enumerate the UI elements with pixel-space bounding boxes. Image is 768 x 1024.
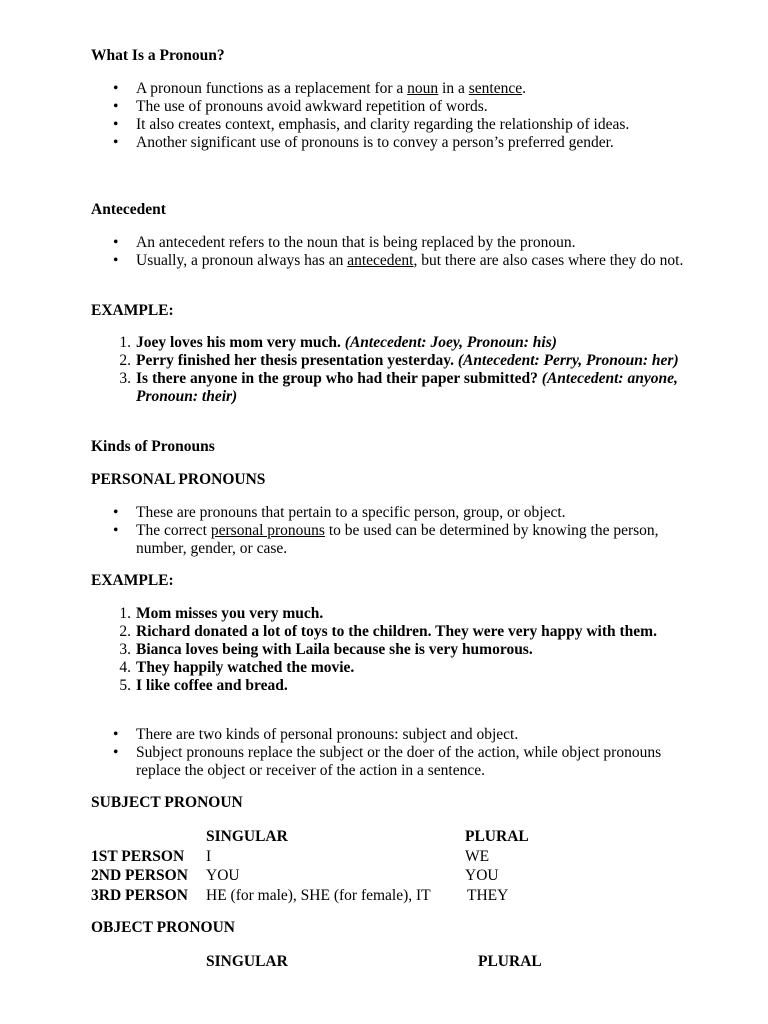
subject-pronoun-table xyxy=(91,828,691,906)
list-item: • An antecedent refers to the noun that is being replaced by the pronoun. xyxy=(91,234,691,252)
column-header-plural: PLURAL xyxy=(465,828,529,845)
example-heading: EXAMPLE: xyxy=(91,572,174,589)
object-pronoun-table xyxy=(91,953,691,973)
noun-link[interactable]: noun xyxy=(407,80,439,97)
list-item: • A pronoun functions as a replacement for a noun in a sentence. xyxy=(91,80,691,98)
list-item: 2. Perry finished her thesis presentation yesterday. (Antecedent: Perry, Pronoun: her) xyxy=(119,352,679,369)
section-heading-what-is-pronoun: What Is a Pronoun? xyxy=(91,47,225,64)
table-row: 3RD PERSON HE (for male), SHE (for female), IT THEY xyxy=(91,886,509,904)
section-heading-kinds: Kinds of Pronouns xyxy=(91,438,215,455)
list-item: • Usually, a pronoun always has an antecedent, but there are also cases where they do not. xyxy=(91,252,691,270)
example-heading: EXAMPLE: xyxy=(91,302,174,319)
column-header-plural: PLURAL xyxy=(478,953,542,970)
list-item: 3. Is there anyone in the group who had their paper submitted? (Antecedent: anyone, Pronoun: their) xyxy=(119,370,678,405)
personal-example-list xyxy=(91,605,691,695)
list-item: • These are pronouns that pertain to a specific person, group, or object. xyxy=(91,504,691,522)
antecedent-example-list xyxy=(91,334,691,406)
section-heading-object-pronoun: OBJECT PRONOUN xyxy=(91,919,235,936)
table-header-row xyxy=(91,953,691,973)
list-item: 2. Richard donated a lot of toys to the children. They were very happy with them. xyxy=(119,623,657,640)
list-item: • The correct personal pronouns to be used can be determined by knowing the person, number, gender, or case. xyxy=(91,522,691,558)
list-item: • Subject pronouns replace the subject or the doer of the action, while object pronouns replace the object or receiver of the action in a sentence. xyxy=(91,744,691,780)
table-row: 1ST PERSON I WE xyxy=(91,847,490,865)
section-heading-antecedent: Antecedent xyxy=(91,201,166,218)
antecedent-list xyxy=(91,234,691,270)
list-item: 1. Joey loves his mom very much. (Antecedent: Joey, Pronoun: his) xyxy=(119,334,557,351)
antecedent-link[interactable]: antecedent xyxy=(347,252,414,269)
list-item: • It also creates context, emphasis, and clarity regarding the relationship of ideas. xyxy=(91,116,691,134)
list-item: • There are two kinds of personal pronouns: subject and object. xyxy=(91,726,691,744)
personal-pronoun-list xyxy=(91,504,691,558)
list-item: 4. They happily watched the movie. xyxy=(119,659,355,676)
list-item: 5. I like coffee and bread. xyxy=(119,677,288,694)
section-heading-subject-pronoun: SUBJECT PRONOUN xyxy=(91,794,243,811)
table-header-row xyxy=(91,828,691,848)
list-item: • The use of pronouns avoid awkward repetition of words. xyxy=(91,98,691,116)
list-item: • Another significant use of pronouns is to convey a person’s preferred gender. xyxy=(91,134,691,152)
list-item: 3. Bianca loves being with Laila because she is very humorous. xyxy=(119,641,533,658)
pronoun-definition-list xyxy=(91,80,691,152)
section-heading-personal: PERSONAL PRONOUNS xyxy=(91,471,266,488)
personal-pronouns-link[interactable]: personal pronouns xyxy=(210,522,325,539)
sentence-link[interactable]: sentence xyxy=(468,80,523,97)
column-header-singular: SINGULAR xyxy=(206,828,288,845)
table-row: 2ND PERSON YOU YOU xyxy=(91,867,499,884)
list-item: 1. Mom misses you very much. xyxy=(119,605,324,622)
kinds-of-personal-list xyxy=(91,726,691,780)
column-header-singular: SINGULAR xyxy=(206,953,288,970)
